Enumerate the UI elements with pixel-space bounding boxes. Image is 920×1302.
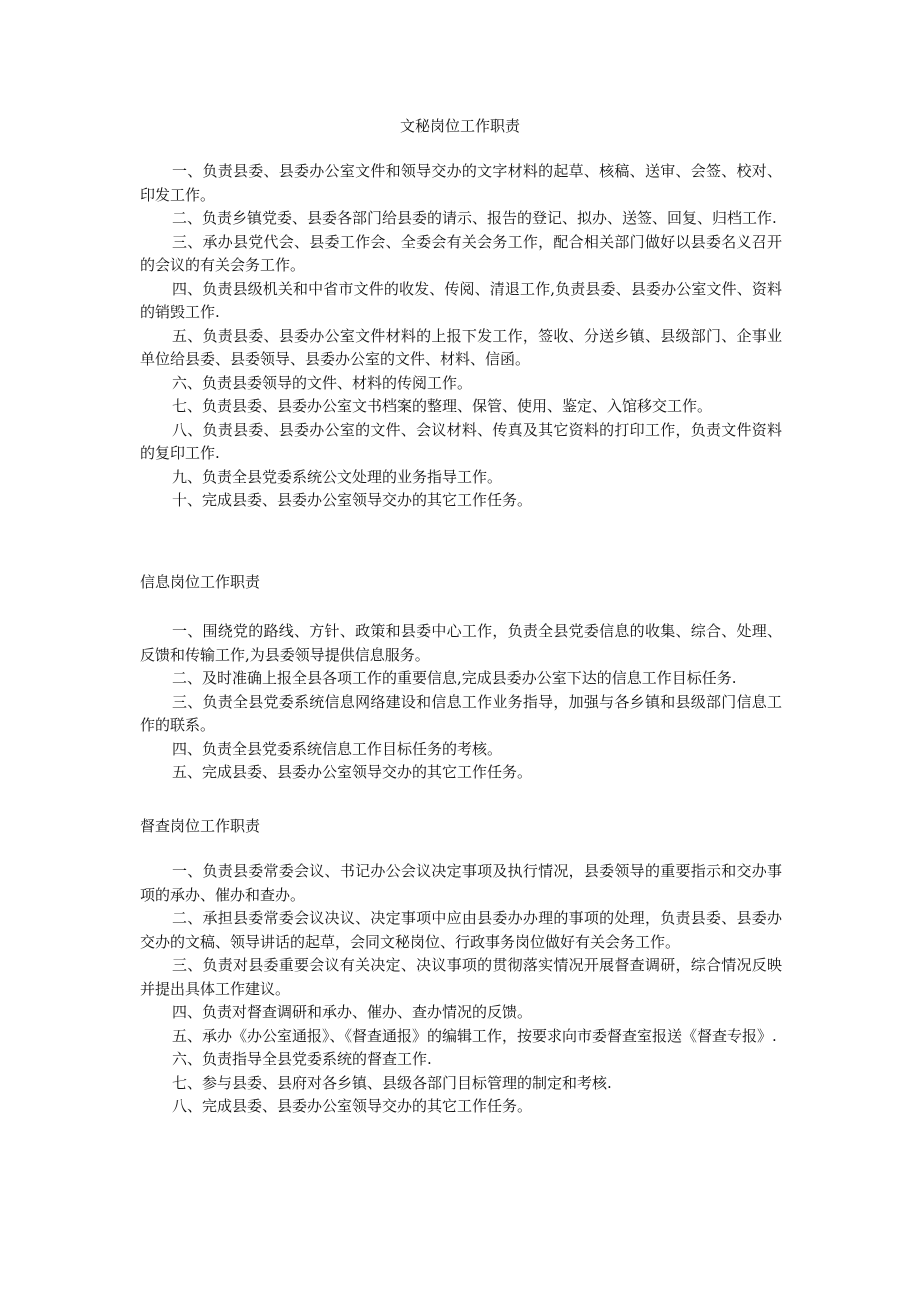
- section-wenmi: [140, 160, 782, 513]
- paragraph: 八、负责县委、县委办公室的文件、会议材料、传真及其它资料的打印工作，负责文件资料的复印工作.: [140, 420, 782, 462]
- paragraph: 五、负责县委、县委办公室文件材料的上报下发工作，签收、分送乡镇、县级部门、企事业单位给县委、县委领导、县委办公室的文件、材料、信函。: [140, 326, 782, 368]
- paragraph: 五、承办《办公室通报》、《督查通报》的编辑工作，按要求向市委督查室报送《督查专报》.: [172, 1026, 777, 1045]
- paragraph: 六、负责指导全县党委系统的督查工作.: [172, 1050, 432, 1068]
- paragraph: 四、负责县级机关和中省市文件的收发、传阅、清退工作,负责县委、县委办公室文件、资料的销毁工作.: [140, 279, 782, 321]
- paragraph: 二、及时准确上报全县各项工作的重要信息,完成县委办公室下达的信息工作目标任务.: [172, 669, 737, 687]
- page-title: 文秘岗位工作职责: [399, 117, 520, 135]
- paragraph: 四、负责对督查调研和承办、催办、查办情况的反馈。: [172, 1003, 533, 1021]
- paragraph: 一、围绕党的路线、方针、政策和县委中心工作，负责全县党委信息的收集、综合、处理、反馈和传输工作,为县委领导提供信息服务。: [140, 622, 782, 664]
- paragraph: 九、负责全县党委系统公文处理的业务指导工作。: [172, 467, 503, 486]
- section-heading-ducha: 督查岗位工作职责: [140, 817, 261, 835]
- paragraph: 二、负责乡镇党委、县委各部门给县委的请示、报告的登记、拟办、送签、回复、归档工作.: [172, 209, 777, 227]
- paragraph: 四、负责全县党委系统信息工作目标任务的考核。: [172, 739, 503, 758]
- paragraph: 七、参与县委、县府对各乡镇、县级各部门目标管理的制定和考核.: [172, 1073, 612, 1092]
- paragraph: 二、承担县委常委会议决议、决定事项中应由县委办办理的事项的处理，负责县委、县委办交办的文稿、领导讲话的起草，会同文秘岗位、行政事务岗位做好有关会务工作。: [140, 909, 782, 951]
- paragraph: 三、负责对县委重要会议有关决定、决议事项的贯彻落实情况开展督查调研，综合情况反映并提出具体工作建议。: [140, 956, 782, 998]
- paragraph: 三、承办县党代会、县委工作会、全委会有关会务工作，配合相关部门做好以县委名义召开的会议的有关会务工作。: [140, 232, 782, 274]
- section-heading-xinxi: 信息岗位工作职责: [140, 573, 261, 591]
- section-xinxi: [140, 620, 782, 785]
- paragraph: 八、完成县委、县委办公室领导交办的其它工作任务。: [172, 1097, 533, 1115]
- paragraph: 一、负责县委、县委办公室文件和领导交办的文字材料的起草、核稿、送审、会签、校对、印发工作。: [140, 162, 782, 204]
- paragraph: 七、负责县委、县委办公室文书档案的整理、保管、使用、鉴定、入馆移交工作。: [172, 397, 713, 415]
- section-ducha: [140, 860, 782, 1119]
- paragraph: 一、负责县委常委会议、书记办公会议决定事项及执行情况，县委领导的重要指示和交办事项的承办、催办和查办。: [140, 862, 782, 904]
- paragraph: 十、完成县委、县委办公室领导交办的其它工作任务。: [172, 491, 533, 509]
- paragraph: 三、负责全县党委系统信息网络建设和信息工作业务指导，加强与各乡镇和县级部门信息工作的联系。: [140, 692, 782, 734]
- paragraph: 六、负责县委领导的文件、材料的传阅工作。: [172, 373, 473, 392]
- paragraph: 五、完成县委、县委办公室领导交办的其它工作任务。: [172, 763, 533, 781]
